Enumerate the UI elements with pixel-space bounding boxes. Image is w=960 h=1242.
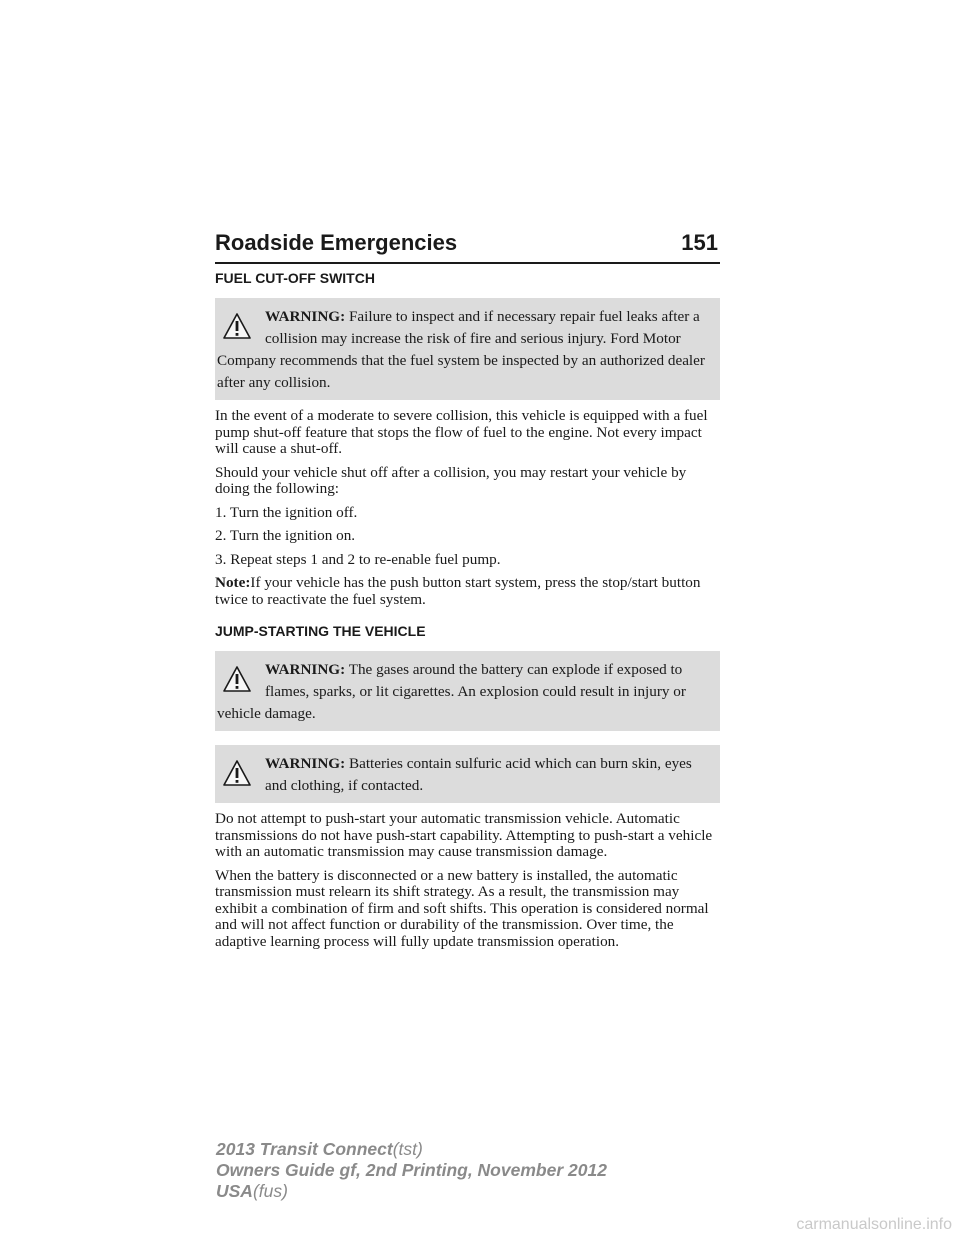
page-content bbox=[215, 269, 720, 957]
watermark: carmanualsonline.info bbox=[796, 1216, 952, 1233]
page-number: 151 bbox=[681, 230, 718, 255]
step-item: 3. Repeat steps 1 and 2 to re-enable fuel pump. bbox=[215, 550, 501, 568]
warning-text: The gases around the battery can explode if exposed to flames, sparks, or lit cigarettes. An explosion could result in injury or vehicle damage. bbox=[217, 661, 686, 722]
warning-label: WARNING: bbox=[265, 661, 346, 678]
document-footer bbox=[216, 1139, 607, 1202]
warning-text: Batteries contain sulfuric acid which can burn skin, eyes and clothing, if contacted. bbox=[265, 755, 692, 794]
paragraph: In the event of a moderate to severe collision, this vehicle is equipped with a fuel pump shut-off feature that stops the flow of fuel to the engine. Not every impact will cause a shut-off. bbox=[215, 407, 708, 457]
footer-model-code: (tst) bbox=[392, 1139, 423, 1159]
footer-line-printing: Owners Guide gf, 2nd Printing, November 2012 bbox=[216, 1160, 607, 1180]
warning-label: WARNING: bbox=[265, 755, 346, 772]
paragraph: When the battery is disconnected or a new battery is installed, the automatic transmission must relearn its shift strategy. As a result, the transmission may exhibit a combination of firm and soft shifts. This operation is considered normal and will not affect function or durability of the transmission. Over time, the adaptive learning process will fully update transmission operation. bbox=[215, 866, 709, 950]
section-title: Roadside Emergencies bbox=[215, 230, 458, 255]
paragraph: Do not attempt to push-start your automatic transmission vehicle. Automatic transmissions do not have push-start capability. Attempting to push-start a vehicle with an automatic transmission may cause transmission damage. bbox=[215, 810, 713, 860]
warning-label: WARNING: bbox=[265, 308, 346, 325]
heading-fuel-cutoff-switch: FUEL CUT-OFF SWITCH bbox=[215, 270, 375, 286]
footer-market: USA bbox=[216, 1181, 253, 1201]
footer-market-code: (fus) bbox=[252, 1181, 288, 1201]
warning-box-fuel-leaks bbox=[215, 298, 720, 400]
warning-triangle-icon bbox=[223, 759, 251, 787]
footer-line-model bbox=[216, 1139, 607, 1160]
footer-line-market bbox=[216, 1181, 607, 1202]
warning-triangle-icon bbox=[223, 312, 251, 340]
step-item: 1. Turn the ignition off. bbox=[215, 503, 358, 521]
warning-box-sulfuric-acid bbox=[215, 745, 720, 803]
warning-box-battery-gases bbox=[215, 651, 720, 731]
warning-text: Failure to inspect and if necessary repair fuel leaks after a collision may increase the risk of fire and serious injury. Ford Motor Company recommends that the fuel system be inspected by an authorized dealer after any collision. bbox=[217, 308, 705, 391]
heading-jump-starting: JUMP-STARTING THE VEHICLE bbox=[215, 623, 426, 639]
page-header bbox=[215, 228, 720, 264]
note-label: Note: bbox=[215, 574, 251, 591]
note-text: If your vehicle has the push button start system, press the stop/start button twice to reactivate the fuel system. bbox=[215, 574, 701, 608]
warning-triangle-icon bbox=[223, 665, 251, 693]
step-item: 2. Turn the ignition on. bbox=[215, 527, 356, 544]
footer-model: 2013 Transit Connect bbox=[216, 1139, 393, 1159]
note-paragraph bbox=[215, 575, 720, 608]
paragraph: Should your vehicle shut off after a collision, you may restart your vehicle by doing the following: bbox=[215, 463, 687, 497]
